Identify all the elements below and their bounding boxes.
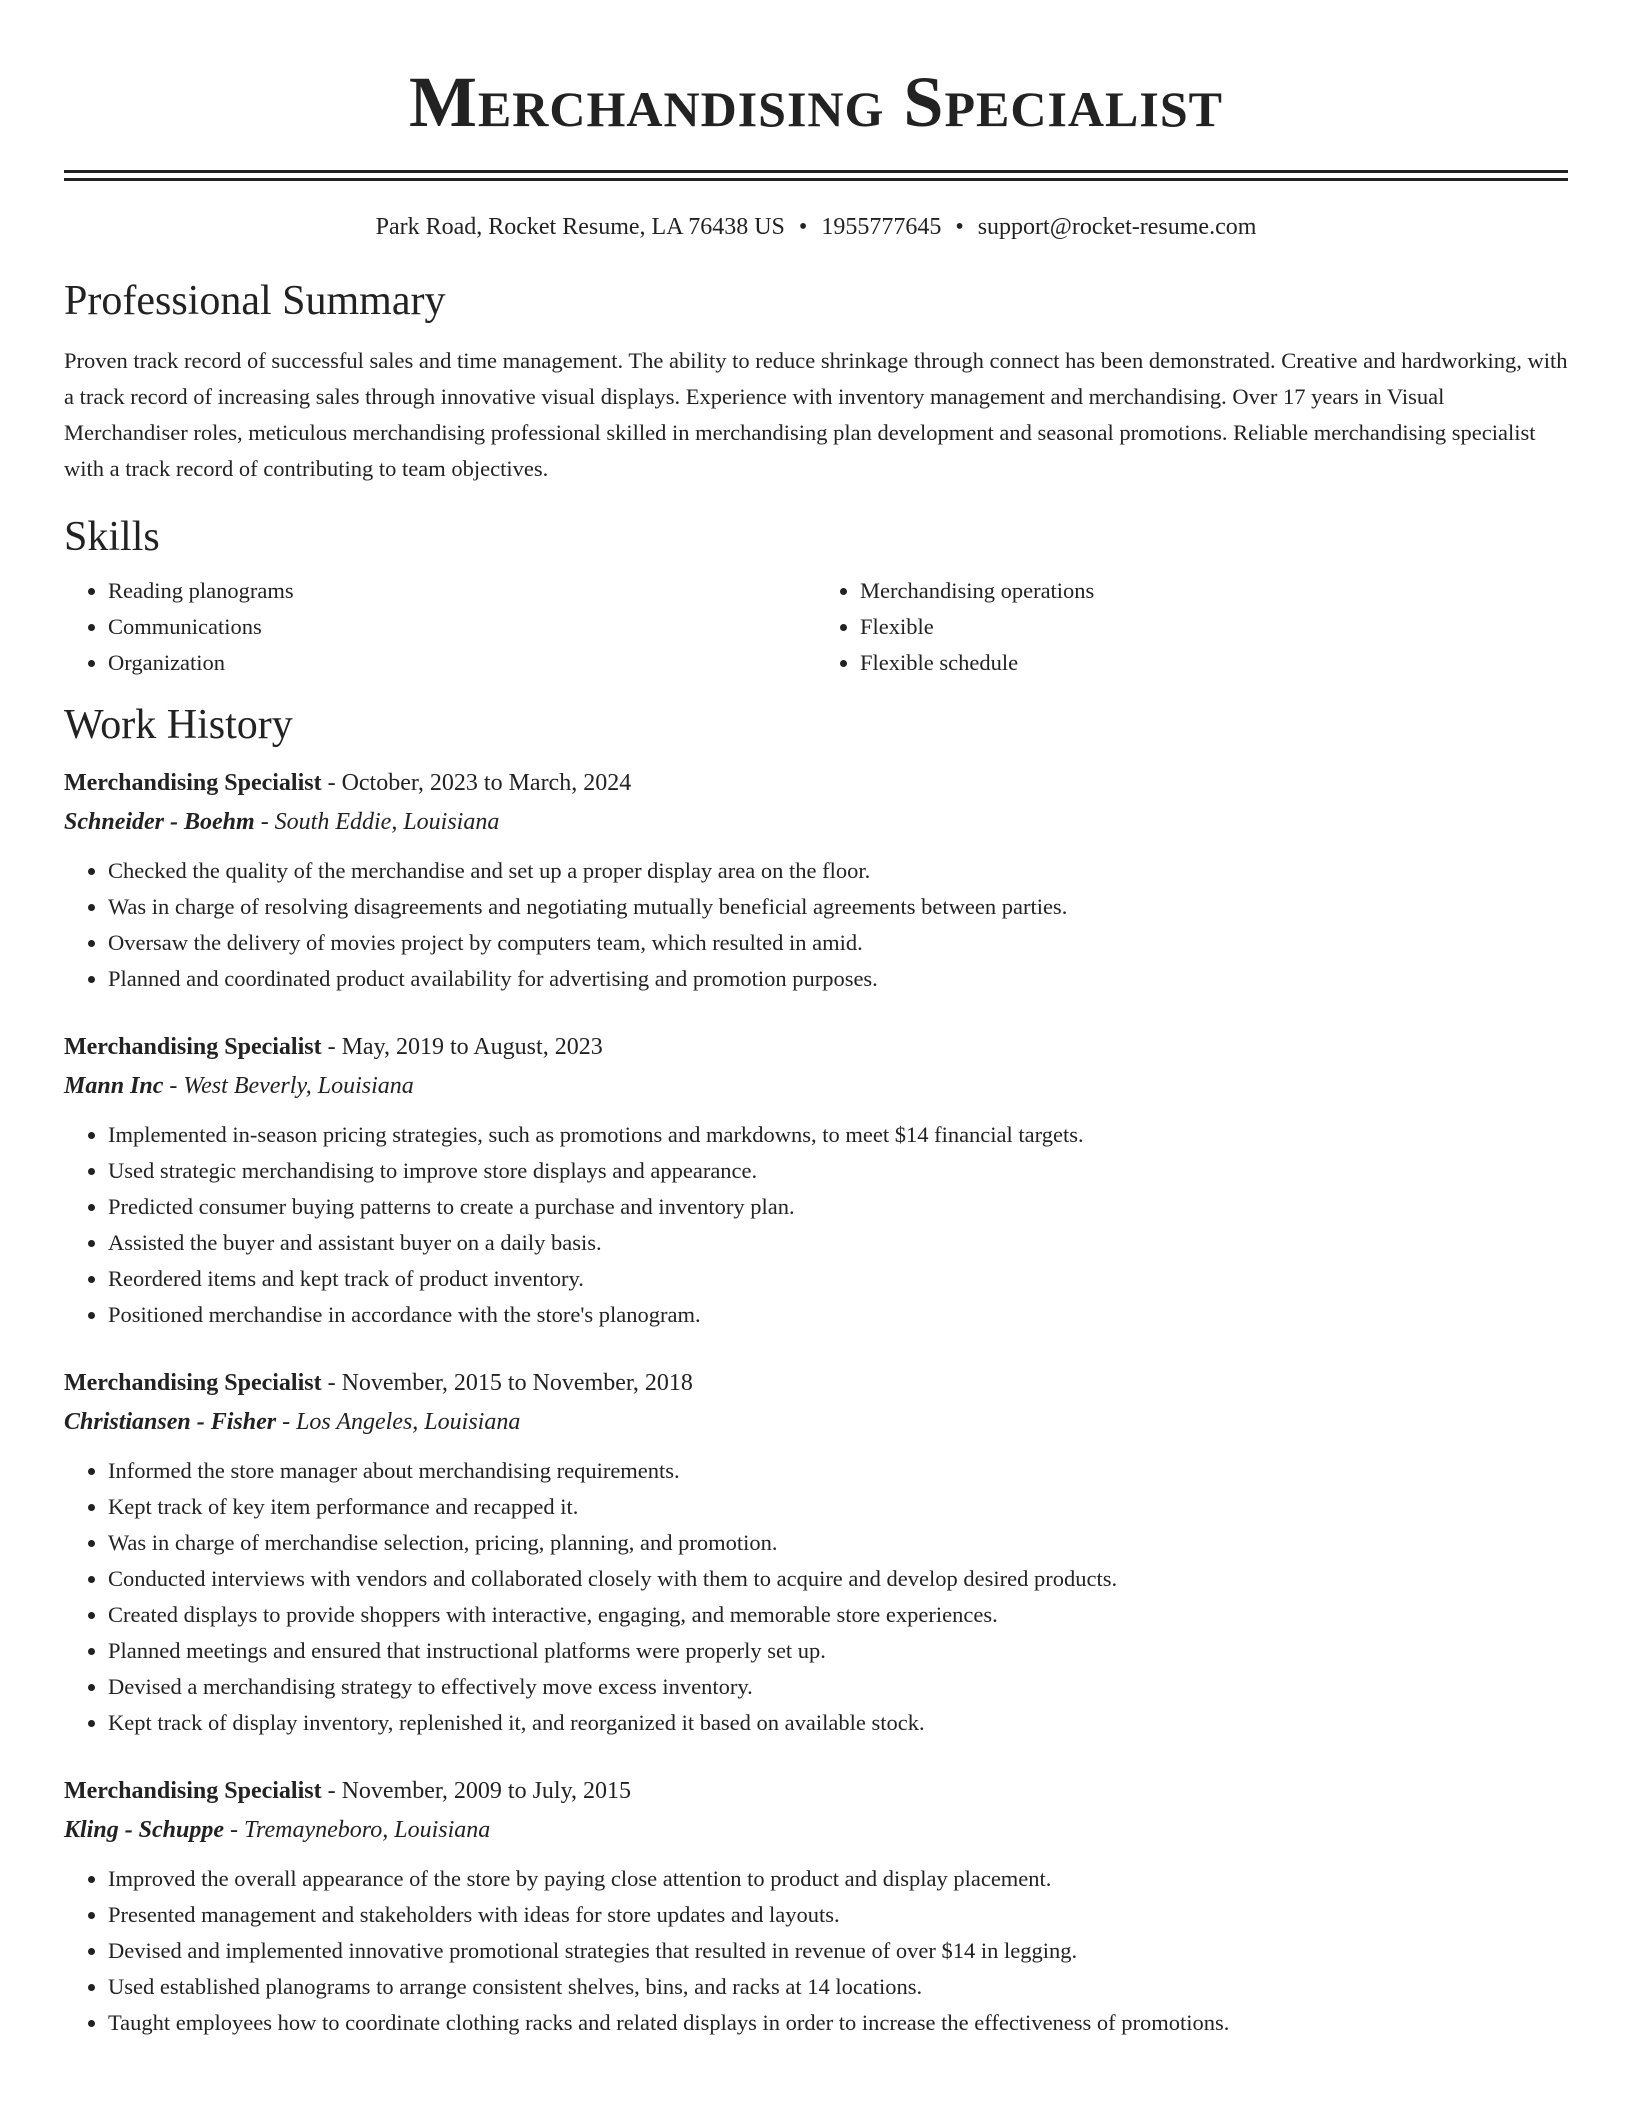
job-bullet: • Planned and coordinated product availability for advertising and promotion purposes.	[108, 961, 1568, 997]
resume-name: Merchandising Specialist	[408, 62, 1224, 142]
job-title: Merchandising Specialist	[64, 770, 322, 796]
job-bullet: • Planned meetings and ensured that instructional platforms were properly set up.	[108, 1633, 1568, 1669]
skills-column-right	[816, 573, 1568, 681]
job-bullet: • Was in charge of resolving disagreements and negotiating mutually beneficial agreements between parties.	[108, 889, 1568, 925]
job-entry	[64, 1771, 1568, 2041]
job-company-line	[64, 1811, 1568, 1849]
job-dates: - October, 2023 to March, 2024	[321, 770, 632, 796]
job-company-line	[64, 803, 1568, 841]
job-bullet: • Devised a merchandising strategy to effectively move excess inventory.	[108, 1669, 1568, 1705]
job-company: Mann Inc	[64, 1073, 164, 1099]
skill-item: • Merchandising operations	[860, 573, 1568, 609]
summary-heading: Professional Summary	[64, 278, 446, 324]
job-entry	[64, 763, 1568, 997]
skills-list	[64, 573, 1568, 681]
job-bullet: • Devised and implemented innovative promotional strategies that resulted in revenue of over $14 in legging.	[108, 1933, 1568, 1969]
skill-item: • Flexible	[860, 609, 1568, 645]
job-bullets	[64, 1861, 1568, 2041]
job-dates: - May, 2019 to August, 2023	[321, 1034, 603, 1060]
job-title: Merchandising Specialist	[64, 1778, 322, 1804]
job-title-line	[64, 763, 1568, 803]
contact-line	[64, 211, 1568, 243]
job-company-line	[64, 1403, 1568, 1441]
job-title-line	[64, 1771, 1568, 1811]
skill-item: • Organization	[108, 645, 816, 681]
job-bullet: • Assisted the buyer and assistant buyer on a daily basis.	[108, 1225, 1568, 1261]
job-bullet: • Oversaw the delivery of movies project by computers team, which resulted in amid.	[108, 925, 1568, 961]
job-bullet: • Checked the quality of the merchandise and set up a proper display area on the floor.	[108, 853, 1568, 889]
job-bullet: • Positioned merchandise in accordance with the store's planogram.	[108, 1297, 1568, 1333]
job-location: - Los Angeles, Louisiana	[276, 1409, 521, 1435]
job-bullet: • Used established planograms to arrange consistent shelves, bins, and racks at 14 locations.	[108, 1969, 1568, 2005]
job-title-line	[64, 1363, 1568, 1403]
skills-column-left	[64, 573, 816, 681]
job-bullet: • Implemented in-season pricing strategies, such as promotions and markdowns, to meet $14 financial targets.	[108, 1117, 1568, 1153]
job-bullet: • Improved the overall appearance of the store by paying close attention to product and display placement.	[108, 1861, 1568, 1897]
job-location: - Tremayneboro, Louisiana	[224, 1817, 491, 1843]
job-location: - West Beverly, Louisiana	[163, 1073, 414, 1099]
job-dates: - November, 2009 to July, 2015	[321, 1778, 632, 1804]
contact-email: support@rocket-resume.com	[977, 214, 1257, 240]
job-bullet: • Informed the store manager about merchandising requirements.	[108, 1453, 1568, 1489]
job-location: - South Eddie, Louisiana	[254, 809, 500, 835]
job-company: Schneider - Boehm	[64, 809, 255, 835]
contact-separator: •	[955, 214, 964, 240]
job-bullet: • Kept track of key item performance and recapped it.	[108, 1489, 1568, 1525]
job-bullet: • Kept track of display inventory, replenished it, and reorganized it based on available stock.	[108, 1705, 1568, 1741]
contact-phone: 1955777645	[821, 214, 942, 240]
skill-item: • Flexible schedule	[860, 645, 1568, 681]
job-bullet: • Was in charge of merchandise selection, pricing, planning, and promotion.	[108, 1525, 1568, 1561]
resume-page	[64, 0, 1568, 2041]
header-rule-bottom	[64, 178, 1568, 181]
job-bullet: • Reordered items and kept track of product inventory.	[108, 1261, 1568, 1297]
job-dates: - November, 2015 to November, 2018	[321, 1370, 693, 1396]
work-history-heading: Work History	[64, 702, 293, 748]
job-bullet: • Used strategic merchandising to improve store displays and appearance.	[108, 1153, 1568, 1189]
job-company: Christiansen - Fisher	[64, 1409, 277, 1435]
job-title: Merchandising Specialist	[64, 1034, 322, 1060]
skills-heading: Skills	[64, 514, 160, 560]
job-bullet: • Conducted interviews with vendors and collaborated closely with them to acquire and develop desired products.	[108, 1561, 1568, 1597]
job-bullets	[64, 1453, 1568, 1741]
skill-item: • Communications	[108, 609, 816, 645]
job-company-line	[64, 1067, 1568, 1105]
summary-text: Proven track record of successful sales and time management. The ability to reduce shrinkage through connect has been demonstrated. Creative and hardworking, with a track record of increasing sales through innovative visual displays. Experience with inventory management and merchandising. Over 17 years in Visual Merchandiser roles, meticulous merchandising professional skilled in merchandising plan development and seasonal promotions. Reliable merchandising specialist with a track record of contributing to team objectives.	[64, 348, 1568, 481]
job-bullet: • Presented management and stakeholders with ideas for store updates and layouts.	[108, 1897, 1568, 1933]
job-entry	[64, 1027, 1568, 1333]
job-entry	[64, 1363, 1568, 1741]
skill-item: • Reading planograms	[108, 573, 816, 609]
job-company: Kling - Schuppe	[64, 1817, 225, 1843]
job-title-line	[64, 1027, 1568, 1067]
job-bullets	[64, 1117, 1568, 1333]
job-bullets	[64, 853, 1568, 997]
contact-separator: •	[798, 214, 808, 240]
job-title: Merchandising Specialist	[64, 1370, 322, 1396]
job-bullet: • Taught employees how to coordinate clothing racks and related displays in order to increase the effectiveness of promotions.	[108, 2005, 1568, 2041]
contact-address: Park Road, Rocket Resume, LA 76438 US	[375, 214, 785, 240]
job-bullet: • Predicted consumer buying patterns to create a purchase and inventory plan.	[108, 1189, 1568, 1225]
job-bullet: • Created displays to provide shoppers with interactive, engaging, and memorable store experiences.	[108, 1597, 1568, 1633]
